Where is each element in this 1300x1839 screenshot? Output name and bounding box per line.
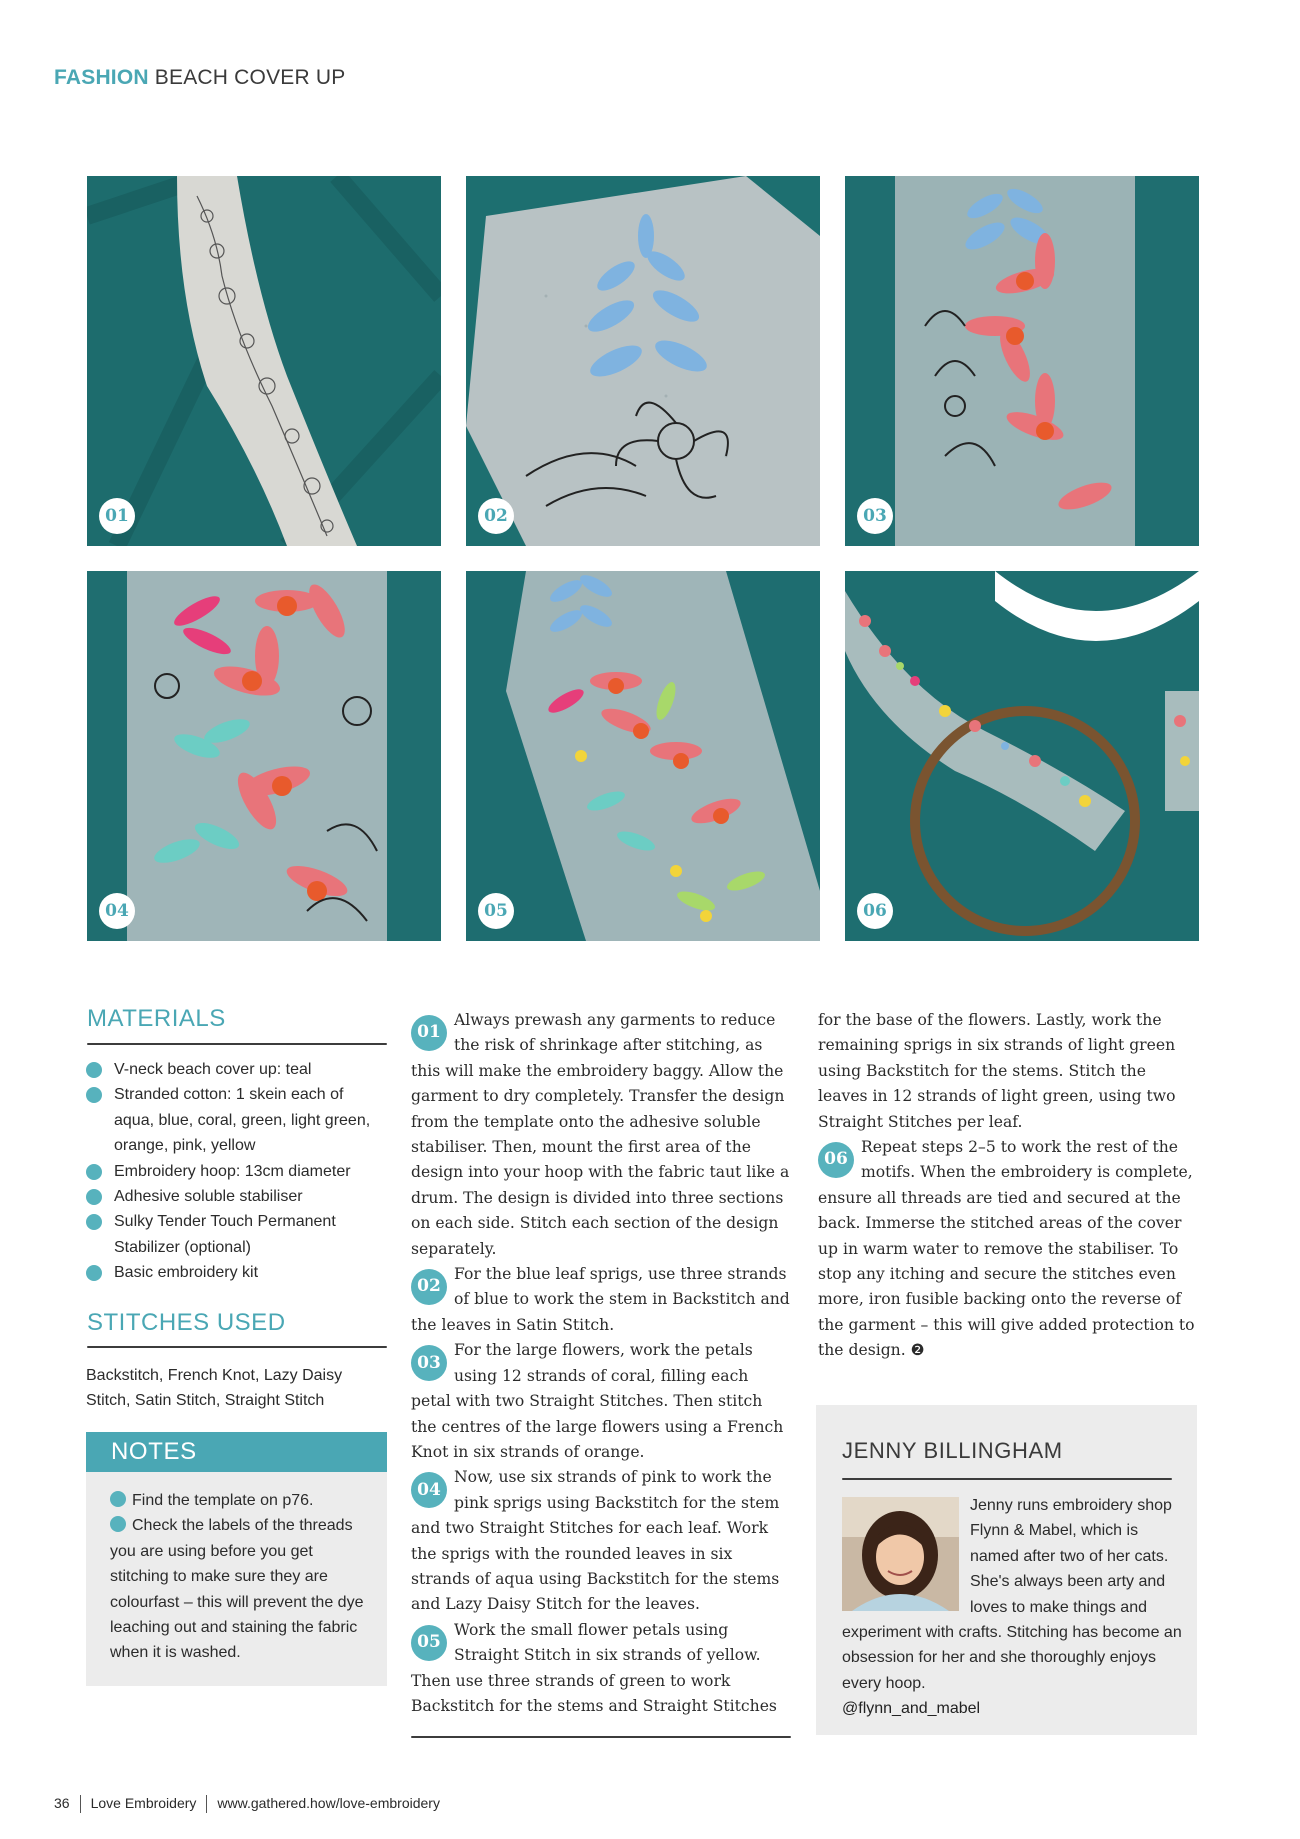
magazine-name: Love Embroidery: [90, 1795, 197, 1811]
notes-heading: NOTES: [111, 1438, 197, 1465]
designer-handle: @flynn_and_mabel: [842, 1700, 981, 1718]
bullet-dot-icon: [86, 1214, 102, 1230]
article-title: BEACH COVER UP: [154, 66, 346, 89]
stitches-heading: STITCHES USED: [87, 1309, 286, 1336]
step-number-badge: 02: [411, 1269, 447, 1305]
step-paragraph: 02 For the blue leaf sprigs, use three strands of blue to work the stem in Backstitch and the leaves in Satin Stitch.: [411, 1265, 790, 1334]
designer-bio: Jenny runs embroidery shop Flynn & Mabel, which is named after two of her cats. She's always been arty and loves to make things and experiment with crafts. Stitching has become an obsession for her and she thoroughly enjoys every hoop. @flynn_and_mabel: [842, 1497, 1182, 1718]
step-paragraph: 01 Always prewash any garments to reduce the risk of shrinkage after stitching, as this will make the embroidery baggy. Allow the garment to dry completely. Transfer the design from the template onto the adhesive soluble stabiliser. Then, mount the first area of the design into your hoop with the fabric taut like a drum. The design is divided into three sections on each side. Stitch each section of the design separately.: [411, 1011, 790, 1258]
list-item: Find the template on p76.: [110, 1488, 372, 1513]
divider: [411, 1736, 791, 1738]
step-photo-01: [87, 176, 441, 546]
step-paragraph: 03 For the large flowers, work the petals using 12 strands of coral, filling each petal with two Straight Stitches. Then stitch the centres of the large flowers using a French Knot in six strands of orange.: [411, 1341, 784, 1461]
end-mark-icon: ❷: [910, 1341, 925, 1360]
bullet-dot-icon: [110, 1491, 126, 1507]
step-number-badge: 03: [411, 1345, 447, 1381]
step-badge: 05: [478, 893, 514, 929]
step-photo-06: [845, 571, 1199, 941]
instructions-column-right: [818, 1008, 1200, 1364]
list-item: Embroidery hoop: 13cm diameter: [86, 1159, 386, 1184]
divider: [842, 1478, 1172, 1480]
step-photo-05: [466, 571, 820, 941]
notes-content: [110, 1488, 372, 1666]
bullet-dot-icon: [86, 1189, 102, 1205]
step-photo-02: [466, 176, 820, 546]
step-paragraph-continued: for the base of the flowers. Lastly, work the remaining sprigs in six strands of light green using Backstitch for the stems. Stitch the leaves in 12 strands of light green, using two Straight Stitches per leaf.: [818, 1011, 1176, 1131]
step-paragraph: 05 Work the small flower petals using Straight Stitch in six strands of yellow. Then use three strands of green to work Backstitch for the stems and Straight Stitches: [411, 1620, 777, 1715]
step-badge: 06: [857, 893, 893, 929]
step-number-badge: 06: [818, 1142, 854, 1178]
list-item: Check the labels of the threads you are using before you get stitching to make sure they are colourfast – this will prevent the dye leaching out and staining the fabric when it is washed.: [110, 1517, 364, 1662]
bullet-dot-icon: [86, 1087, 102, 1103]
bullet-dot-icon: [86, 1062, 102, 1078]
step-number-badge: 04: [411, 1472, 447, 1508]
materials-list: [86, 1057, 386, 1286]
bullet-dot-icon: [86, 1265, 102, 1281]
page-number: 36: [54, 1795, 70, 1811]
step-badge: 01: [99, 498, 135, 534]
materials-heading: MATERIALS: [87, 1005, 226, 1032]
step-badge: 03: [857, 498, 893, 534]
website-link[interactable]: www.gathered.how/love-embroidery: [217, 1795, 440, 1811]
page-header: [54, 66, 345, 90]
list-item: Basic embroidery kit: [86, 1260, 386, 1285]
step-number-badge: 05: [411, 1625, 447, 1661]
designer-name: JENNY BILLINGHAM: [842, 1438, 1063, 1463]
section-label: FASHION: [54, 66, 149, 89]
instructions-column: [411, 1008, 791, 1719]
step-photo-03: [845, 176, 1199, 546]
step-paragraph: 04 Now, use six strands of pink to work the pink sprigs using Backstitch for the stem and two Straight Stitches for each leaf. Work the sprigs with the rounded leaves in six strands of aqua using Backstitch for the stems and Lazy Daisy Stitch for the leaves.: [411, 1468, 780, 1614]
divider: [87, 1043, 387, 1045]
list-item: Sulky Tender Touch Permanent Stabilizer (optional): [86, 1209, 386, 1260]
list-item: Adhesive soluble stabiliser: [86, 1184, 386, 1209]
step-photo-04: [87, 571, 441, 941]
step-badge: 02: [478, 498, 514, 534]
designer-bio-box: [816, 1405, 1197, 1735]
bullet-dot-icon: [110, 1516, 126, 1532]
list-item: Stranded cotton: 1 skein each of aqua, blue, coral, green, light green, orange, pink, yellow: [86, 1082, 386, 1158]
list-item: V-neck beach cover up: teal: [86, 1057, 386, 1082]
bullet-dot-icon: [86, 1164, 102, 1180]
notes-header: [86, 1432, 387, 1472]
step-number-badge: 01: [411, 1015, 447, 1051]
divider: [87, 1346, 387, 1348]
step-paragraph: 06 Repeat steps 2–5 to work the rest of the motifs. When the embroidery is complete, ensure all threads are tied and secured at the back. Immerse the stitched areas of the cover up in warm water to remove the stabiliser. To stop any itching and secure the stitches even more, iron fusible backing onto the reverse of the garment – this will give added protection to the design. ❷: [818, 1138, 1195, 1360]
step-badge: 04: [99, 893, 135, 929]
stitches-list: Backstitch, French Knot, Lazy Daisy Stitch, Satin Stitch, Straight Stitch: [86, 1367, 343, 1410]
page-footer: [54, 1795, 440, 1813]
notes-box: [86, 1432, 387, 1686]
